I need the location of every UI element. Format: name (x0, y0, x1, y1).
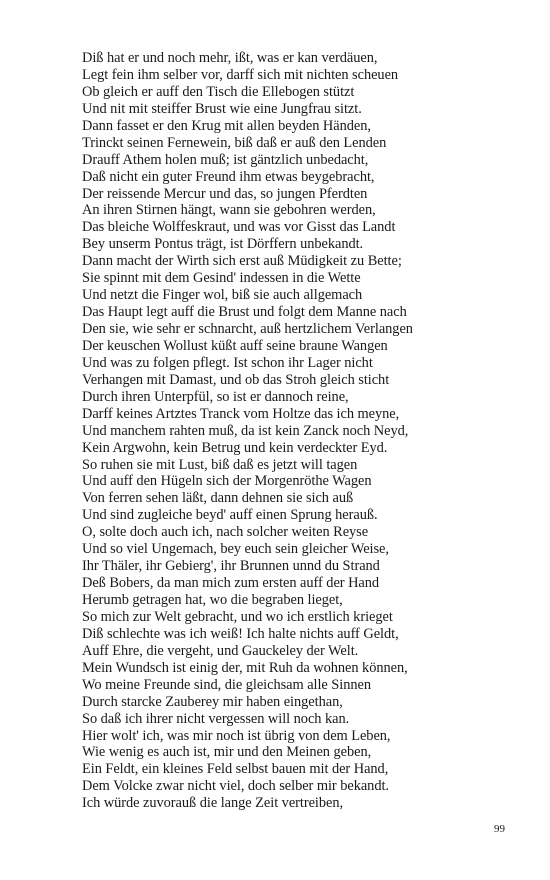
poem-line: Und manchem rahten muß, da ist kein Zanck noch Neyd, (82, 422, 409, 439)
poem-line: Wie wenig es auch ist, mir und den Meinen geben, (82, 744, 372, 761)
poem-line: So mich zur Welt gebracht, und wo ich erstlich krieget (82, 608, 393, 625)
poem-line: Verhangen mit Damast, und ob das Stroh gleich sticht (82, 371, 390, 388)
poem-line: Legt fein ihm selber vor, darff sich mit nichten scheuen (82, 66, 399, 83)
poem-line: Daß nicht ein guter Freund ihm etwas beygebracht, (82, 168, 375, 185)
poem-line: Dem Volcke zwar nicht viel, doch selber mir bekandt. (82, 778, 389, 795)
poem-line: Sie spinnt mit dem Gesind' indessen in die Wette (82, 270, 361, 287)
poem-line: Der reissende Mercur und das, so jungen Pferdten (82, 185, 368, 202)
page-number: 99 (494, 823, 505, 835)
poem-line: Darff keines Artztes Tranck vom Holtze das ich meyne, (82, 405, 400, 422)
poem-line: Ein Feldt, ein kleines Feld selbst bauen mit der Hand, (82, 761, 389, 778)
poem-line: Drauff Athem holen muß; ist gäntzlich unbedacht, (82, 151, 369, 168)
poem-line: An ihren Stirnen hängt, wann sie gebohren werden, (82, 202, 376, 219)
poem-line: Und nit mit steiffer Brust wie eine Jungfrau sitzt. (82, 100, 362, 117)
poem-line: Ob gleich er auff den Tisch die Ellebogen stützt (82, 83, 355, 100)
poem-line: Und auff den Hügeln sich der Morgenröthe Wagen (82, 473, 372, 490)
poem-line: Mein Wundsch ist einig der, mit Ruh da wohnen können, (82, 659, 408, 676)
poem-line: Bey unserm Pontus trägt, ist Dörffern unbekandt. (82, 236, 364, 253)
poem-line: Diß hat er und noch mehr, ißt, was er kan verdäuen, (82, 50, 378, 66)
poem-line: Den sie, wie sehr er schnarcht, auß hertzlichem Verlangen (82, 321, 413, 337)
poem-line: Wo meine Freunde sind, die gleichsam alle Sinnen (82, 676, 371, 693)
poem-line: Und sind zugleiche beyd' auff einen Sprung herauß. (82, 507, 378, 524)
poem-line: So ruhen sie mit Lust, biß daß es jetzt will tagen (82, 456, 358, 473)
poem-line: Dann macht der Wirth sich erst auß Müdigkeit zu Bette; (82, 253, 402, 270)
poem-line: Durch ihren Unterpfül, so ist er dannoch reine, (82, 388, 349, 405)
poem-line: So daß ich ihrer nicht vergessen will noch kan. (82, 710, 350, 727)
poem-line: Ihr Thäler, ihr Gebierg', ihr Brunnen unnd du Strand (82, 558, 380, 575)
poem-line: Ich würde zuvorauß die lange Zeit vertreiben, (82, 795, 344, 812)
poem-line: Und so viel Ungemach, bey euch sein gleicher Weise, (82, 541, 389, 558)
poem-line: Das bleiche Wolffeskraut, und was vor Gisst das Landt (82, 219, 396, 236)
poem-line: Kein Argwohn, kein Betrug und kein verdeckter Eyd. (82, 439, 388, 456)
poem-text (82, 50, 482, 812)
poem-line: Von ferren sehen läßt, dann dehnen sie sich auß (82, 490, 354, 507)
poem-line: Auff Ehre, die vergeht, und Gauckeley der Welt. (82, 642, 359, 659)
poem-line: Hier wolt' ich, was mir noch ist übrig von dem Leben, (82, 727, 391, 744)
poem-line: Trinckt seinen Fernewein, biß daß er auß den Lenden (82, 134, 387, 151)
poem-line: Herumb getragen hat, wo die begraben lieget, (82, 592, 343, 608)
poem-line: Und was zu folgen pflegt. Ist schon ihr Lager nicht (82, 354, 373, 371)
poem-line: Deß Bobers, da man mich zum ersten auff der Hand (82, 575, 380, 592)
poem-line: Durch starcke Zauberey mir haben eingethan, (82, 693, 343, 710)
poem-line: O, solte doch auch ich, nach solcher weiten Reyse (82, 524, 369, 541)
poem-line: Dann fasset er den Krug mit allen beyden Händen, (82, 117, 371, 134)
poem-line: Das Haupt legt auff die Brust und folgt dem Manne nach (82, 304, 407, 321)
poem-line: Und netzt die Finger wol, biß sie auch allgemach (82, 287, 363, 304)
poem-line: Der keuschen Wollust küßt auff seine braune Wangen (82, 337, 388, 354)
poem-line: Diß schlechte was ich weiß! Ich halte nichts auff Geldt, (82, 625, 399, 642)
